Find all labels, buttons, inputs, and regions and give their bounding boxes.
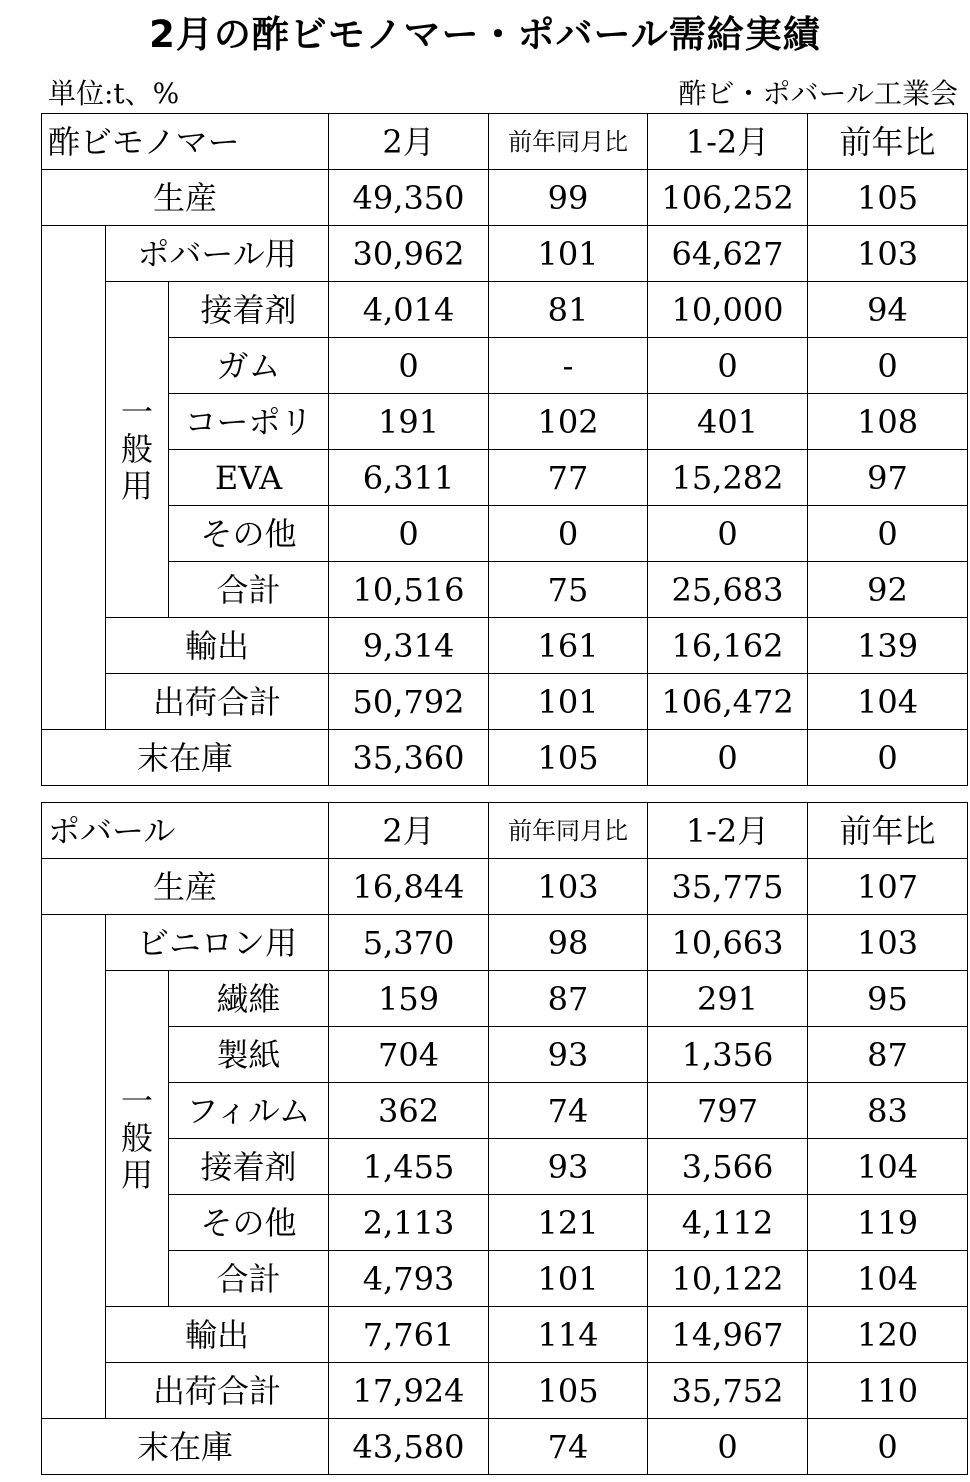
header-row — [42, 803, 968, 859]
cell: 25,683 — [648, 562, 808, 618]
monomer-table — [41, 113, 968, 786]
cell: 15,282 — [648, 450, 808, 506]
table-header-label: ポバール — [42, 803, 329, 859]
cell: 87 — [808, 1027, 968, 1083]
row-label: 製紙 — [169, 1027, 329, 1083]
unit-label: 単位:t、% — [48, 77, 180, 110]
cell: 99 — [489, 170, 648, 226]
cell: 0 — [329, 506, 489, 562]
table-row — [42, 1027, 968, 1083]
row-label: 輸出 — [106, 1307, 329, 1363]
cell: 103 — [489, 859, 648, 915]
cell: 87 — [489, 971, 648, 1027]
source-label: 酢ビ・ポバール工業会 — [678, 77, 958, 110]
cell: 74 — [489, 1083, 648, 1139]
general-use-label: 一 般 用 — [106, 282, 169, 618]
cell: 97 — [808, 450, 968, 506]
cell: 98 — [489, 915, 648, 971]
cell: 10,000 — [648, 282, 808, 338]
table-header-label: 酢ビモノマー — [42, 114, 329, 170]
page-title: 2月の酢ビモノマー・ポバール需給実績 — [149, 13, 821, 56]
cell: 64,627 — [648, 226, 808, 282]
table-row — [42, 1307, 968, 1363]
row-label: 合計 — [169, 562, 329, 618]
row-label: EVA — [169, 450, 329, 506]
cell: 0 — [648, 338, 808, 394]
cell: 110 — [808, 1363, 968, 1419]
table-row — [42, 394, 968, 450]
cell: 401 — [648, 394, 808, 450]
cell: 107 — [808, 859, 968, 915]
cell: 10,663 — [648, 915, 808, 971]
table-row — [42, 915, 968, 971]
cell: 93 — [489, 1027, 648, 1083]
cell: 17,924 — [329, 1363, 489, 1419]
table-row — [42, 859, 968, 915]
col-header-yoy-month: 前年同月比 — [489, 114, 648, 170]
cell: 0 — [648, 506, 808, 562]
cell: 94 — [808, 282, 968, 338]
cell: - — [489, 338, 648, 394]
cell: 30,962 — [329, 226, 489, 282]
table-row — [42, 730, 968, 786]
col-header-yoy: 前年比 — [808, 114, 968, 170]
cell: 35,752 — [648, 1363, 808, 1419]
cell: 104 — [808, 1251, 968, 1307]
row-label: 出荷合計 — [106, 674, 329, 730]
cell: 35,360 — [329, 730, 489, 786]
cell: 2,113 — [329, 1195, 489, 1251]
cell: 4,014 — [329, 282, 489, 338]
cell: 120 — [808, 1307, 968, 1363]
cell: 105 — [808, 170, 968, 226]
col-header-ytd: 1-2月 — [648, 803, 808, 859]
header-row — [42, 114, 968, 170]
table-row — [42, 1139, 968, 1195]
table-row — [42, 226, 968, 282]
indent-cell — [42, 915, 106, 1419]
cell: 0 — [329, 338, 489, 394]
table-row — [42, 618, 968, 674]
cell: 0 — [808, 338, 968, 394]
row-label: その他 — [169, 1195, 329, 1251]
row-label: ビニロン用 — [106, 915, 329, 971]
cell: 4,793 — [329, 1251, 489, 1307]
row-label: 合計 — [169, 1251, 329, 1307]
general-use-label: 一 般 用 — [106, 971, 169, 1307]
cell: 119 — [808, 1195, 968, 1251]
table-row — [42, 1419, 968, 1475]
table-row — [42, 506, 968, 562]
cell: 105 — [489, 730, 648, 786]
cell: 106,472 — [648, 674, 808, 730]
cell: 106,252 — [648, 170, 808, 226]
cell: 139 — [808, 618, 968, 674]
cell: 0 — [808, 506, 968, 562]
cell: 83 — [808, 1083, 968, 1139]
cell: 0 — [808, 730, 968, 786]
poval-table — [41, 802, 968, 1475]
table-row — [42, 971, 968, 1027]
cell: 114 — [489, 1307, 648, 1363]
cell: 0 — [648, 1419, 808, 1475]
cell: 102 — [489, 394, 648, 450]
cell: 0 — [489, 506, 648, 562]
indent-cell — [42, 226, 106, 730]
row-label: 出荷合計 — [106, 1363, 329, 1419]
row-label: フィルム — [169, 1083, 329, 1139]
row-label: 末在庫 — [42, 730, 329, 786]
cell: 3,566 — [648, 1139, 808, 1195]
cell: 92 — [808, 562, 968, 618]
cell: 7,761 — [329, 1307, 489, 1363]
cell: 704 — [329, 1027, 489, 1083]
cell: 121 — [489, 1195, 648, 1251]
cell: 362 — [329, 1083, 489, 1139]
cell: 14,967 — [648, 1307, 808, 1363]
col-header-yoy-month: 前年同月比 — [489, 803, 648, 859]
cell: 93 — [489, 1139, 648, 1195]
table-row — [42, 1195, 968, 1251]
cell: 77 — [489, 450, 648, 506]
col-header-yoy: 前年比 — [808, 803, 968, 859]
cell: 0 — [648, 730, 808, 786]
cell: 50,792 — [329, 674, 489, 730]
cell: 4,112 — [648, 1195, 808, 1251]
cell: 103 — [808, 915, 968, 971]
row-label: ポバール用 — [106, 226, 329, 282]
cell: 74 — [489, 1419, 648, 1475]
row-label: コーポリ — [169, 394, 329, 450]
cell: 797 — [648, 1083, 808, 1139]
cell: 95 — [808, 971, 968, 1027]
table-row — [42, 282, 968, 338]
row-label: 末在庫 — [42, 1419, 329, 1475]
row-label: 接着剤 — [169, 1139, 329, 1195]
row-label: 輸出 — [106, 618, 329, 674]
cell: 101 — [489, 1251, 648, 1307]
row-label: その他 — [169, 506, 329, 562]
cell: 1,455 — [329, 1139, 489, 1195]
cell: 16,162 — [648, 618, 808, 674]
col-header-month: 2月 — [329, 803, 489, 859]
cell: 108 — [808, 394, 968, 450]
table-row — [42, 450, 968, 506]
cell: 0 — [808, 1419, 968, 1475]
cell: 35,775 — [648, 859, 808, 915]
cell: 101 — [489, 226, 648, 282]
table-row — [42, 562, 968, 618]
cell: 75 — [489, 562, 648, 618]
cell: 16,844 — [329, 859, 489, 915]
row-label: 繊維 — [169, 971, 329, 1027]
cell: 6,311 — [329, 450, 489, 506]
cell: 191 — [329, 394, 489, 450]
table-row — [42, 1363, 968, 1419]
row-label: 生産 — [42, 170, 329, 226]
cell: 43,580 — [329, 1419, 489, 1475]
row-label: 接着剤 — [169, 282, 329, 338]
cell: 159 — [329, 971, 489, 1027]
table-row — [42, 170, 968, 226]
table-row — [42, 1083, 968, 1139]
col-header-month: 2月 — [329, 114, 489, 170]
table-row — [42, 674, 968, 730]
cell: 105 — [489, 1363, 648, 1419]
cell: 291 — [648, 971, 808, 1027]
cell: 104 — [808, 1139, 968, 1195]
cell: 5,370 — [329, 915, 489, 971]
col-header-ytd: 1-2月 — [648, 114, 808, 170]
cell: 101 — [489, 674, 648, 730]
table-row — [42, 1251, 968, 1307]
cell: 161 — [489, 618, 648, 674]
cell: 10,122 — [648, 1251, 808, 1307]
row-label: 生産 — [42, 859, 329, 915]
cell: 9,314 — [329, 618, 489, 674]
cell: 104 — [808, 674, 968, 730]
row-label: ガム — [169, 338, 329, 394]
cell: 10,516 — [329, 562, 489, 618]
cell: 49,350 — [329, 170, 489, 226]
cell: 103 — [808, 226, 968, 282]
cell: 1,356 — [648, 1027, 808, 1083]
table-row — [42, 338, 968, 394]
cell: 81 — [489, 282, 648, 338]
